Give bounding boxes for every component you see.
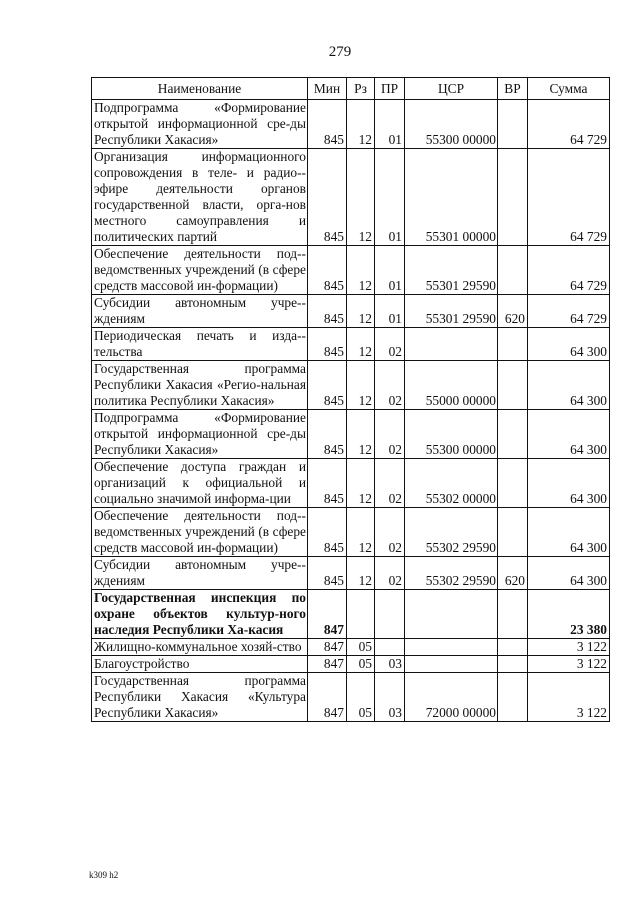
cell-min: 847 (308, 656, 347, 673)
cell-pr: 01 (375, 295, 405, 328)
cell-sum: 64 729 (528, 149, 610, 246)
table-body (92, 100, 610, 722)
cell-name: Обеспечение деятельности под-ведомственных учреждений (в сфере средств массовой ин-формации) (92, 246, 308, 295)
cell-min: 845 (308, 246, 347, 295)
cell-rz: 12 (347, 459, 375, 508)
cell-sum: 64 729 (528, 100, 610, 149)
cell-min: 845 (308, 100, 347, 149)
cell-sum: 3 122 (528, 639, 610, 656)
table-row (92, 656, 610, 673)
cell-name: Обеспечение деятельности под-ведомственных учреждений (в сфере средств массовой ин-формации) (92, 508, 308, 557)
cell-vr (498, 459, 528, 508)
cell-name: Государственная программа Республики Хакасия «Регио-нальная политика Республики Хакасия» (92, 361, 308, 410)
cell-name: Подпрограмма «Формирование открытой информационной сре-ды Республики Хакасия» (92, 410, 308, 459)
header-row (92, 78, 610, 100)
cell-csr: 55000 00000 (405, 361, 498, 410)
cell-csr (405, 590, 498, 639)
cell-csr: 55302 29590 (405, 557, 498, 590)
cell-csr: 72000 00000 (405, 673, 498, 722)
cell-csr: 55300 00000 (405, 410, 498, 459)
cell-min: 845 (308, 410, 347, 459)
cell-rz: 12 (347, 328, 375, 361)
cell-vr (498, 656, 528, 673)
cell-rz: 05 (347, 673, 375, 722)
cell-min: 845 (308, 149, 347, 246)
table-row (92, 459, 610, 508)
cell-pr: 02 (375, 328, 405, 361)
cell-sum: 64 300 (528, 410, 610, 459)
budget-table (91, 77, 610, 722)
cell-pr: 02 (375, 557, 405, 590)
header-sum: Сумма (528, 78, 610, 100)
cell-rz: 12 (347, 246, 375, 295)
cell-vr (498, 246, 528, 295)
table-row (92, 673, 610, 722)
cell-name: Государственная инспекция по охране объектов культур-ного наследия Республики Ха-касия (92, 590, 308, 639)
cell-min: 845 (308, 459, 347, 508)
cell-rz (347, 590, 375, 639)
cell-rz: 12 (347, 410, 375, 459)
page-number: 279 (328, 44, 352, 60)
cell-rz: 05 (347, 656, 375, 673)
cell-pr: 02 (375, 361, 405, 410)
cell-name: Государственная программа Республики Хакасия «Культура Республики Хакасия» (92, 673, 308, 722)
table-row (92, 508, 610, 557)
cell-rz: 05 (347, 639, 375, 656)
header-min: Мин (308, 78, 347, 100)
table-row (92, 328, 610, 361)
cell-csr: 55302 00000 (405, 459, 498, 508)
cell-rz: 12 (347, 295, 375, 328)
cell-min: 845 (308, 328, 347, 361)
cell-pr: 02 (375, 508, 405, 557)
cell-vr (498, 639, 528, 656)
table-row (92, 295, 610, 328)
cell-sum: 64 300 (528, 328, 610, 361)
cell-csr: 55301 00000 (405, 149, 498, 246)
table-row (92, 361, 610, 410)
cell-vr (498, 410, 528, 459)
cell-sum: 3 122 (528, 673, 610, 722)
cell-min: 847 (308, 590, 347, 639)
cell-name: Благоустройство (92, 656, 308, 673)
cell-name: Субсидии автономным учре-ждениям (92, 557, 308, 590)
cell-csr (405, 639, 498, 656)
cell-pr: 03 (375, 673, 405, 722)
cell-name: Субсидии автономным учре-ждениям (92, 295, 308, 328)
table-row (92, 246, 610, 295)
cell-vr: 620 (498, 557, 528, 590)
cell-pr: 01 (375, 246, 405, 295)
header-rz: Рз (347, 78, 375, 100)
cell-sum: 3 122 (528, 656, 610, 673)
cell-sum: 64 300 (528, 557, 610, 590)
cell-pr: 01 (375, 100, 405, 149)
cell-vr (498, 361, 528, 410)
cell-min: 845 (308, 557, 347, 590)
cell-sum: 64 300 (528, 459, 610, 508)
footer-code: k309 h2 (89, 870, 119, 880)
cell-csr (405, 656, 498, 673)
cell-pr: 02 (375, 410, 405, 459)
cell-vr (498, 149, 528, 246)
cell-sum: 23 380 (528, 590, 610, 639)
cell-min: 845 (308, 295, 347, 328)
cell-rz: 12 (347, 361, 375, 410)
cell-csr: 55300 00000 (405, 100, 498, 149)
table-row (92, 590, 610, 639)
cell-sum: 64 729 (528, 246, 610, 295)
header-name: Наименование (92, 78, 308, 100)
cell-sum: 64 300 (528, 361, 610, 410)
table-row (92, 639, 610, 656)
header-vr: ВР (498, 78, 528, 100)
cell-pr: 03 (375, 656, 405, 673)
cell-rz: 12 (347, 508, 375, 557)
cell-pr: 02 (375, 459, 405, 508)
header-csr: ЦСР (405, 78, 498, 100)
cell-vr: 620 (498, 295, 528, 328)
table-row (92, 557, 610, 590)
cell-csr: 55301 29590 (405, 246, 498, 295)
table-row (92, 410, 610, 459)
cell-csr (405, 328, 498, 361)
cell-min: 847 (308, 673, 347, 722)
cell-rz: 12 (347, 557, 375, 590)
cell-vr (498, 328, 528, 361)
table-header (92, 78, 610, 100)
cell-name: Периодическая печать и изда-тельства (92, 328, 308, 361)
table-row (92, 100, 610, 149)
cell-rz: 12 (347, 149, 375, 246)
cell-pr (375, 639, 405, 656)
cell-rz: 12 (347, 100, 375, 149)
cell-name: Организация информационного сопровождения в теле- и радио-эфире деятельности органов государственной власти, орга-нов местного самоуправления и политических партий (92, 149, 308, 246)
cell-vr (498, 100, 528, 149)
cell-vr (498, 508, 528, 557)
cell-vr (498, 590, 528, 639)
cell-pr: 01 (375, 149, 405, 246)
cell-vr (498, 673, 528, 722)
cell-min: 845 (308, 508, 347, 557)
cell-csr: 55301 29590 (405, 295, 498, 328)
cell-name: Жилищно-коммунальное хозяй-ство (92, 639, 308, 656)
cell-name: Обеспечение доступа граждан и организаций к официальной и социально значимой информа-ции (92, 459, 308, 508)
cell-sum: 64 729 (528, 295, 610, 328)
table-row (92, 149, 610, 246)
header-pr: ПР (375, 78, 405, 100)
cell-name: Подпрограмма «Формирование открытой информационной сре-ды Республики Хакасия» (92, 100, 308, 149)
cell-sum: 64 300 (528, 508, 610, 557)
cell-pr (375, 590, 405, 639)
cell-csr: 55302 29590 (405, 508, 498, 557)
cell-min: 847 (308, 639, 347, 656)
cell-min: 845 (308, 361, 347, 410)
